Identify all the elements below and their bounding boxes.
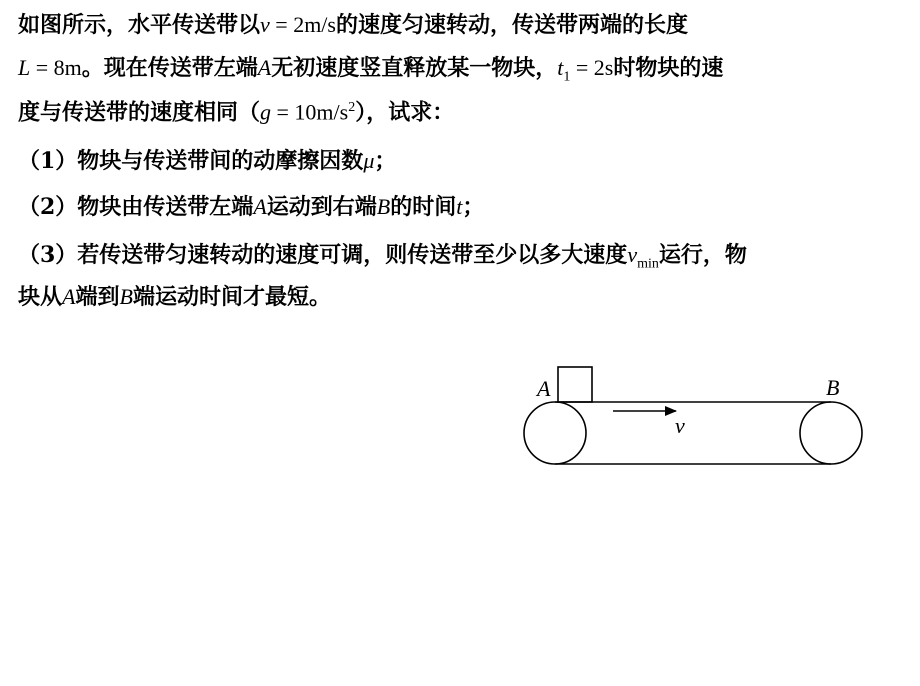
math-L-value: = 8m [30, 55, 82, 80]
text: 的速度匀速转动，传送带两端的长度 [335, 12, 688, 38]
math-A: A [62, 284, 76, 309]
label-b: B [826, 375, 840, 400]
math-v-value: = 2m/s [269, 12, 336, 37]
math-g: g [260, 99, 272, 125]
math-g-value: = 10m/s [271, 99, 349, 125]
text: 度与传送带的速度相同（ [18, 99, 261, 126]
label-a: A [537, 376, 551, 401]
math-A: A [257, 55, 272, 80]
text: ），试求： [355, 99, 455, 126]
text: 无初速度竖直释放某一物块， [271, 55, 558, 81]
text: 的时间 [390, 194, 457, 220]
block [558, 367, 592, 402]
label-v: v [675, 413, 685, 438]
text: （2）物块由传送带左端 [18, 194, 254, 220]
math-t-subscript: 1 [563, 69, 571, 85]
math-v-subscript: min [637, 256, 659, 272]
math-t: t [456, 194, 463, 219]
math-mu: μ [363, 148, 375, 173]
text: 端到 [75, 284, 120, 310]
math-L: L [18, 55, 31, 80]
text: ； [462, 194, 485, 220]
text: 端运动时间才最短。 [132, 284, 331, 310]
text: ； [374, 148, 397, 174]
text: （3）若传送带匀速转动的速度可调，则传送带至少以多大速度 [18, 242, 628, 268]
text: 。现在传送带左端 [81, 55, 258, 81]
math-B: B [376, 194, 391, 219]
math-g-exponent: 2 [348, 100, 356, 115]
math-t: t [557, 55, 564, 80]
left-pulley [524, 402, 586, 464]
text: （1）物块与传送带间的动摩擦因数 [18, 148, 364, 174]
text: 运行，物 [658, 242, 747, 268]
right-pulley [800, 402, 862, 464]
math-A: A [253, 194, 267, 219]
text: 运动到右端 [266, 194, 377, 220]
text: 时物块的速 [613, 55, 724, 81]
math-B: B [119, 284, 133, 309]
math-v: v [627, 242, 638, 267]
math-v: v [260, 12, 270, 37]
text: 如图所示，水平传送带以 [18, 12, 261, 38]
math-t-value: = 2s [570, 55, 614, 80]
text: 块从 [18, 284, 63, 310]
